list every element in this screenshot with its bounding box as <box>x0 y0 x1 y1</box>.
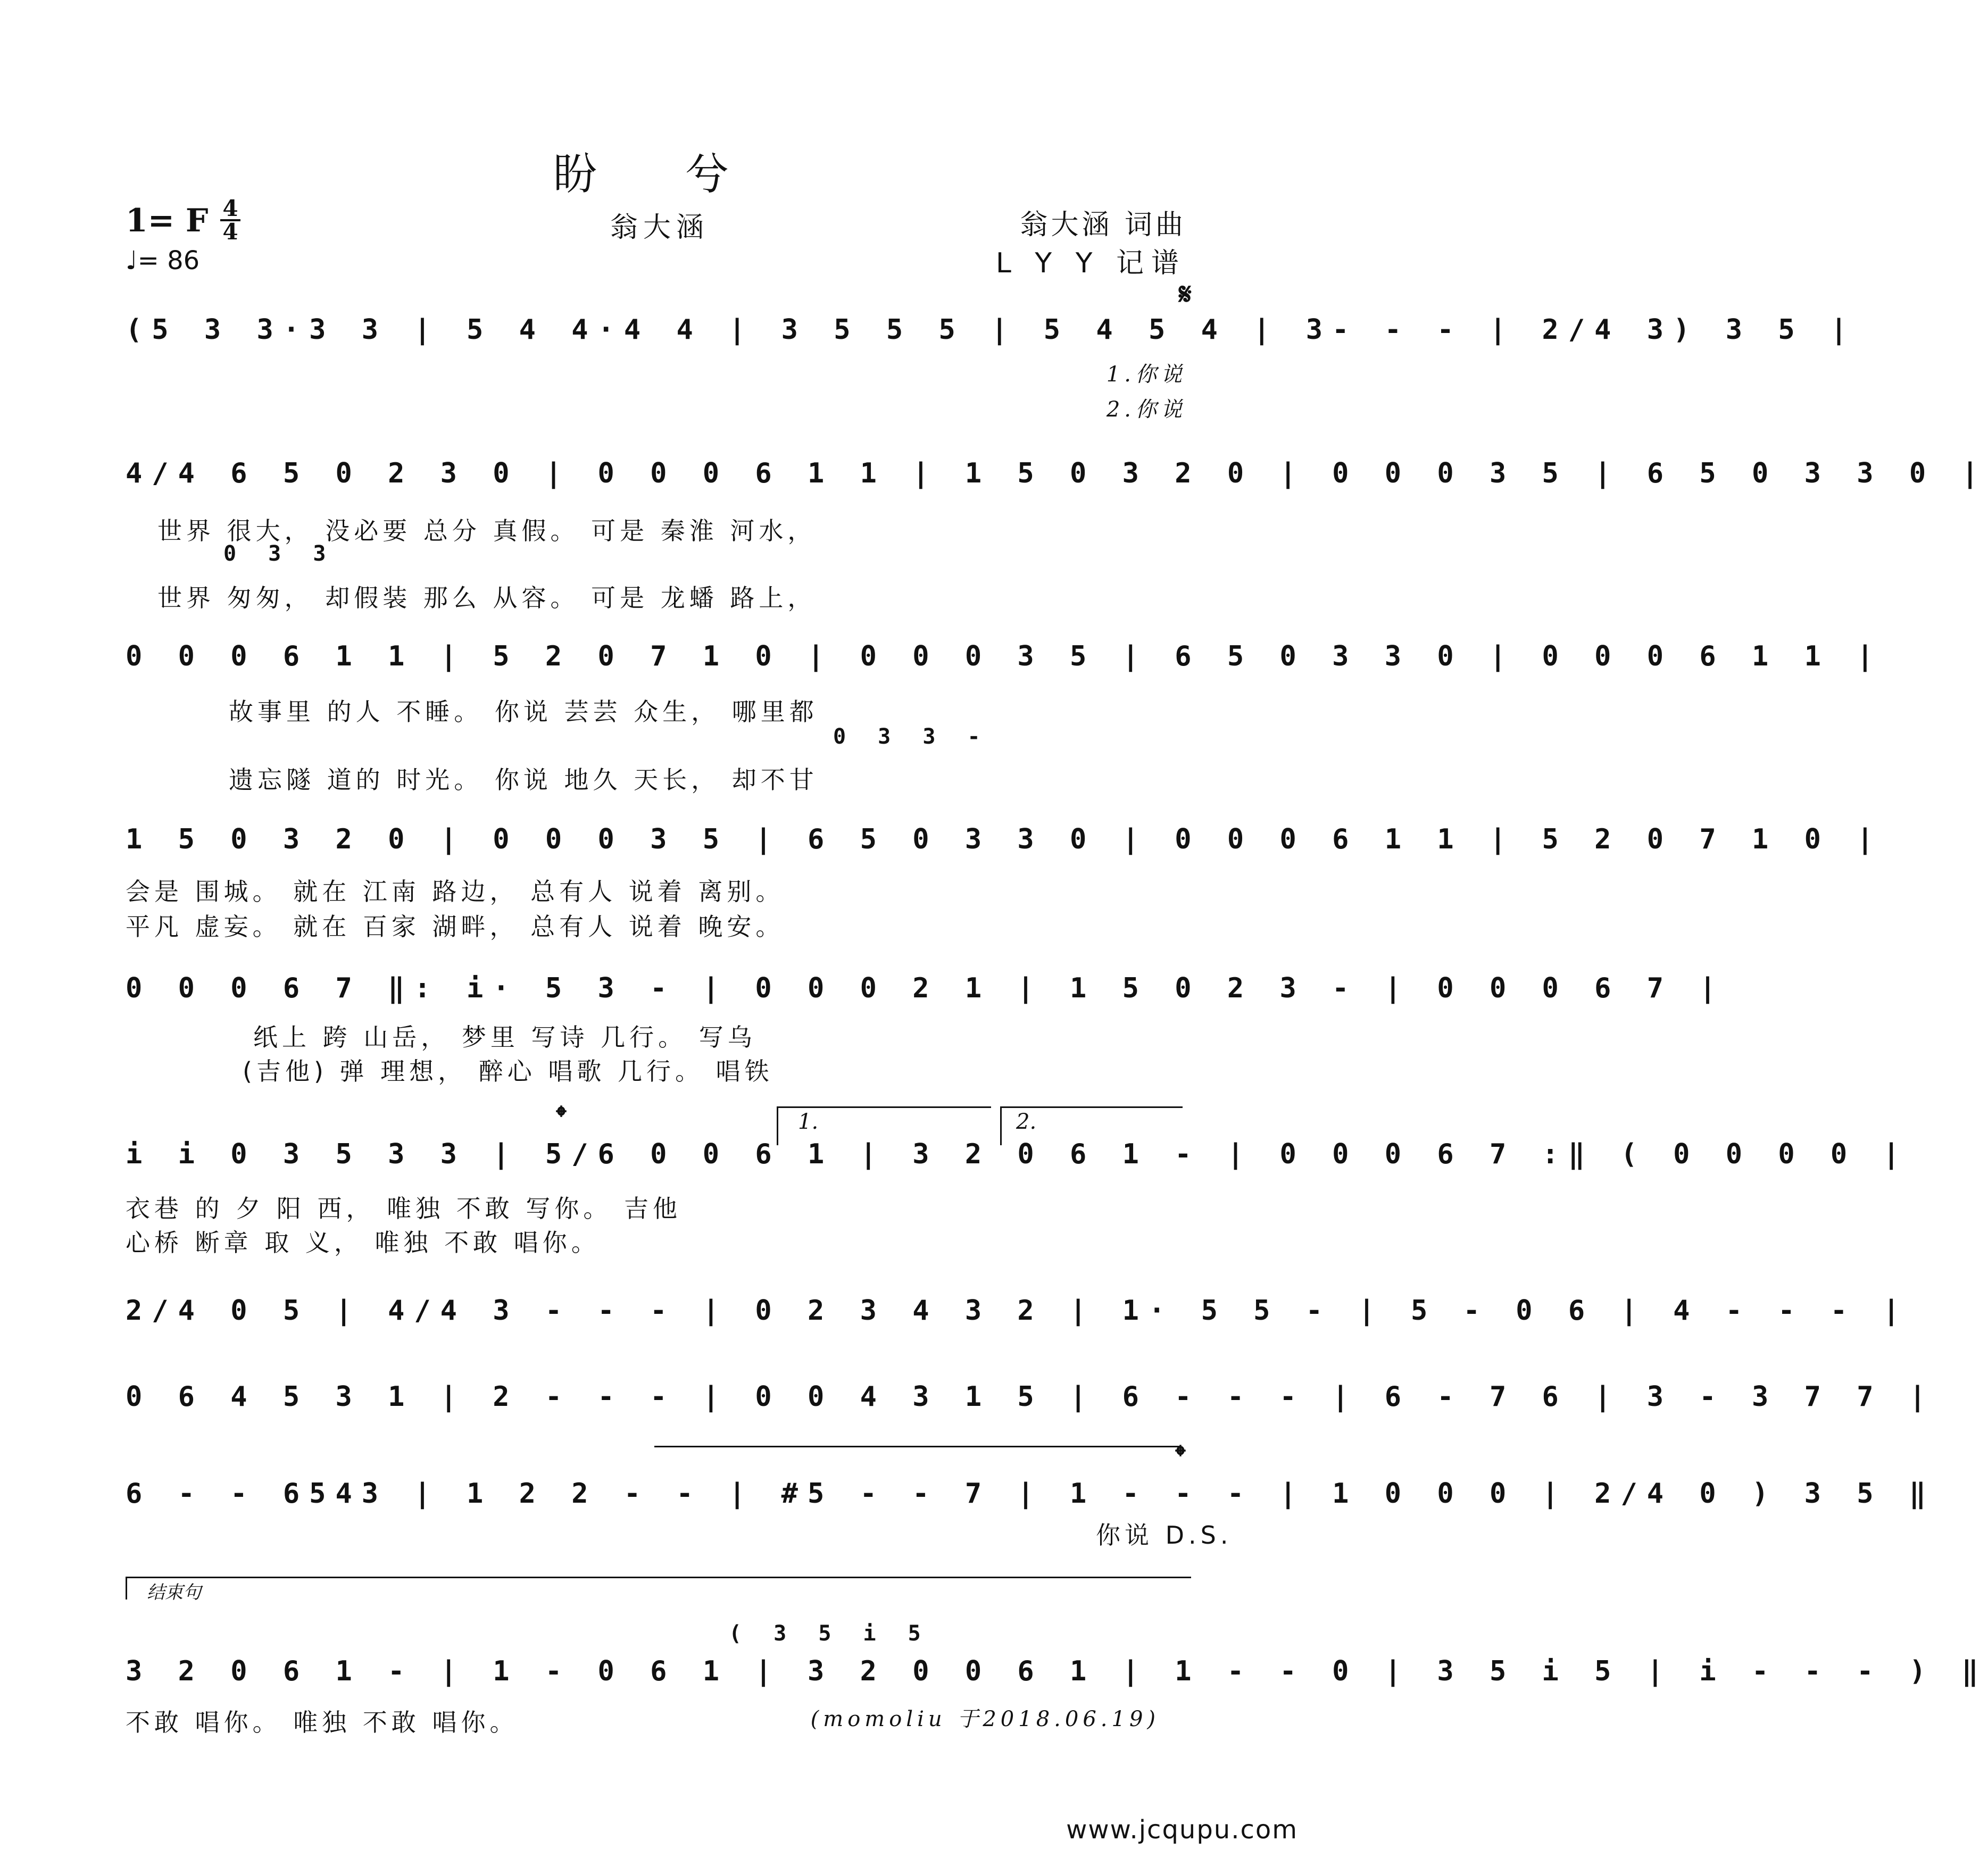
coda-icon-2: 𝄌 <box>1176 1439 1185 1472</box>
lyrics-line-4b: 平凡 虚妄。 就在 百家 湖畔， 总有人 说着 晚安。 <box>126 912 785 941</box>
coda-icon: 𝄌 <box>556 1100 566 1132</box>
ds-lyrics: 你说 D.S. <box>1096 1521 1233 1550</box>
verse-2-label: 2.你说 <box>1106 397 1186 422</box>
notation-line-6: i i 0 3 5 3 3 | 5/6 0 0 6 1 | 3 2 0 6 1 - | 0 0 0 6 7 :‖ ( 0 0 0 0 | <box>126 1138 1909 1170</box>
lyrics-line-4a: 会是 围城。 就在 江南 路边， 总有人 说着 离别。 <box>126 877 785 906</box>
lyrics-line-6b: 心桥 断章 取 义， 唯独 不敢 唱你。 <box>126 1228 600 1257</box>
notation-line-2: 4/4 6 5 0 2 3 0 | 0 0 0 6 1 1 | 1 5 0 3 2 0 | 0 0 0 3 5 | 6 5 0 3 3 0 | <box>126 457 1988 489</box>
alt-notes-line-2: 0 3 3 <box>223 542 336 566</box>
upper-notes: ( 3 5 i 5 <box>729 1621 930 1646</box>
volta-1-label: 1. <box>798 1110 819 1134</box>
coda-line <box>654 1446 1181 1447</box>
verse-1-label: 1.你说 <box>1106 362 1186 387</box>
lyrics-line-5b: (吉他) 弹 理想， 醉心 唱歌 几行。 唱铁 <box>243 1057 773 1086</box>
singer-name: 翁大涵 <box>610 212 709 244</box>
meter-bottom: 4 <box>222 219 238 245</box>
alt-notes-line-3: 0 3 3 - <box>833 724 990 749</box>
transcription-credit: (momoliu 于2018.06.19) <box>810 1707 1160 1731</box>
song-title: 盼 兮 <box>553 149 767 199</box>
notation-line-1: (5 3 3·3 3 | 5 4 4·4 4 | 3 5 5 5 | 5 4 5 4 | 3- - - | 2/4 3) 3 5 | <box>126 314 1857 346</box>
notation-line-4: 1 5 0 3 2 0 | 0 0 0 3 5 | 6 5 0 3 3 0 | 0 0 0 6 1 1 | 5 2 0 7 1 0 | <box>126 823 1883 855</box>
time-signature <box>218 195 243 245</box>
lyrics-line-10: 不敢 唱你。 唯独 不敢 唱你。 <box>126 1708 519 1737</box>
website-footer: www.jcqupu.com <box>1066 1815 1298 1845</box>
notation-line-3: 0 0 0 6 1 1 | 5 2 0 7 1 0 | 0 0 0 3 5 | 6 5 0 3 3 0 | 0 0 0 6 1 1 | <box>126 640 1883 672</box>
lyrics-line-6a: 衣巷 的 夕 阳 西， 唯独 不敢 写你。 吉他 <box>126 1194 681 1223</box>
lyrics-line-3b: 遗忘隧 道的 时光。 你说 地久 天长， 却不甘 <box>229 765 818 794</box>
lyrics-line-3a: 故事里 的人 不睡。 你说 芸芸 众生， 哪里都 <box>229 697 818 726</box>
notation-line-8: 0 6 4 5 3 1 | 2 - - - | 0 0 4 3 1 5 | 6 - - - | 6 - 7 6 | 3 - 3 7 7 | <box>126 1381 1936 1413</box>
ending-label: 结束句 <box>147 1582 201 1603</box>
lyrics-line-2a: 世界 很大， 没必要 总分 真假。 可是 秦淮 河水， <box>157 517 817 545</box>
key-signature: 1= F <box>126 202 209 239</box>
segno-icon: 𝄋 <box>1178 277 1192 312</box>
lyrics-line-5a: 纸上 跨 山岳， 梦里 写诗 几行。 写乌 <box>253 1023 756 1052</box>
composer-credit: 翁大涵 词曲 <box>1020 209 1186 241</box>
transcriber-credit: L Y Y 记谱 <box>995 247 1186 279</box>
volta-2-label: 2. <box>1016 1110 1037 1134</box>
tempo-marking: ♩= 86 <box>126 246 200 276</box>
notation-line-10: 3 2 0 6 1 - | 1 - 0 6 1 | 3 2 0 0 6 1 | 1 - - 0 | 3 5 i 5 | i - - - ) ‖ <box>126 1655 1988 1687</box>
notation-line-7: 2/4 0 5 | 4/4 3 - - - | 0 2 3 4 3 2 | 1· 5 5 - | 5 - 0 6 | 4 - - - | <box>126 1295 1909 1327</box>
meter-top: 4 <box>222 195 238 221</box>
notation-line-5: 0 0 0 6 7 ‖: i· 5 3 - | 0 0 0 2 1 | 1 5 0 2 3 - | 0 0 0 6 7 | <box>126 972 1726 1004</box>
lyrics-line-2b: 世界 匆匆， 却假装 那么 从容。 可是 龙蟠 路上， <box>157 584 817 612</box>
ending-bracket <box>126 1577 1191 1600</box>
notation-line-9: 6 - - 6543 | 1 2 2 - - | #5 - - 7 | 1 - - - | 1 0 0 0 | 2/4 0 ) 3 5 ‖ <box>126 1478 1936 1510</box>
